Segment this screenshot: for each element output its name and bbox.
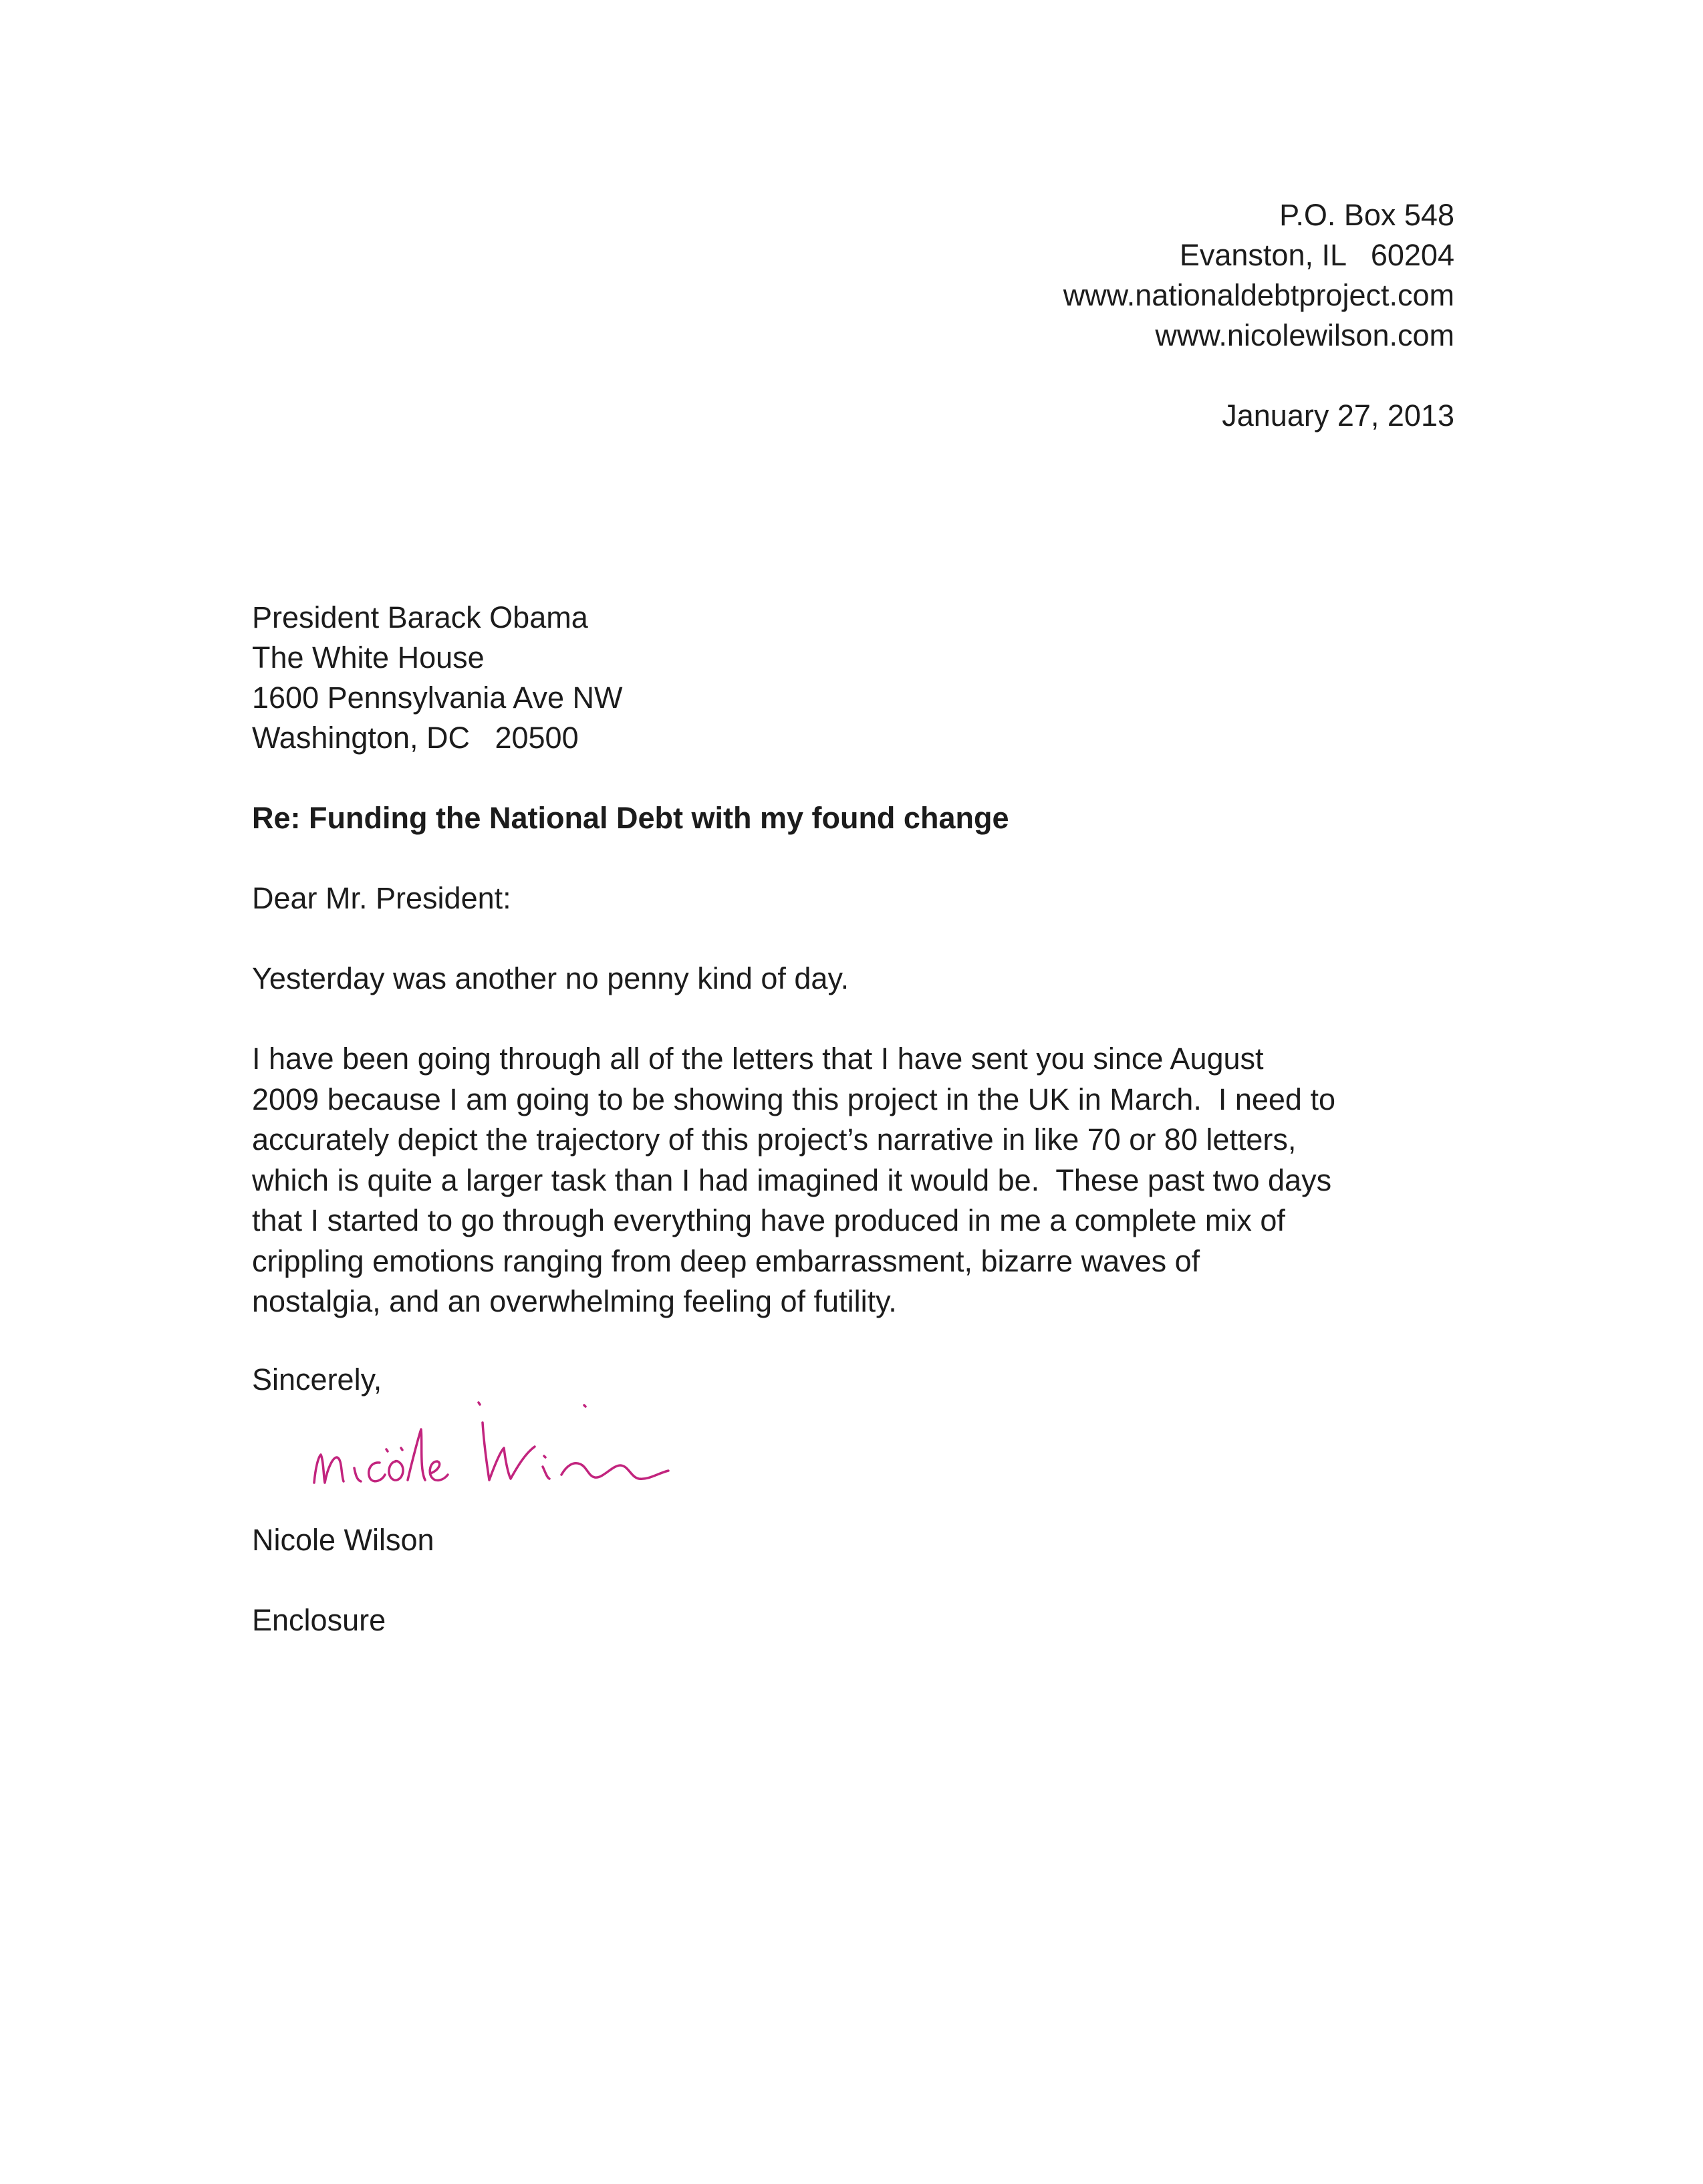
body-paragraph-2-line: 2009 because I am going to be showing this project in the UK in March. I need to [252,1082,1335,1116]
recipient-street: 1600 Pennsylvania Ave NW [252,681,623,715]
salutation: Dear Mr. President: [252,881,511,915]
body-paragraph-2-line: accurately depict the trajectory of this project’s narrative in like 70 or 80 letters, [252,1122,1297,1157]
sender-po-box: P.O. Box 548 [1279,198,1454,232]
closing: Sincerely, [252,1362,382,1397]
body-paragraph-2-line: that I started to go through everything have produced in me a complete mix of [252,1203,1285,1237]
body-paragraph-2-line: I have been going through all of the letters that I have sent you since August [252,1042,1264,1076]
recipient-city-state-zip: Washington, DC 20500 [252,721,579,755]
recipient-organization: The White House [252,640,485,675]
subject-line: Re: Funding the National Debt with my found change [252,801,1009,835]
sender-address-block [786,195,1454,356]
recipient-name: President Barack Obama [252,600,588,634]
recipient-address-block [252,598,623,758]
body-paragraph-1: Yesterday was another no penny kind of day. [252,961,849,995]
body-paragraph-2-line: nostalgia, and an overwhelming feeling of futility. [252,1284,897,1318]
body-paragraph-2-line: which is quite a larger task than I had imagined it would be. These past two days [252,1163,1332,1197]
enclosure-notation: Enclosure [252,1603,386,1637]
body-paragraph-2-line: crippling emotions ranging from deep embarrassment, bizarre waves of [252,1243,1200,1278]
body-paragraph-2 [252,1039,1335,1322]
sender-city-state-zip: Evanston, IL 60204 [1179,238,1454,272]
signer-name: Nicole Wilson [252,1523,434,1557]
sender-website-project: www.nationaldebtproject.com [1063,278,1454,312]
handwritten-signature [307,1382,722,1496]
sender-website-personal: www.nicolewilson.com [1155,318,1454,352]
letter-date: January 27, 2013 [1222,398,1454,433]
